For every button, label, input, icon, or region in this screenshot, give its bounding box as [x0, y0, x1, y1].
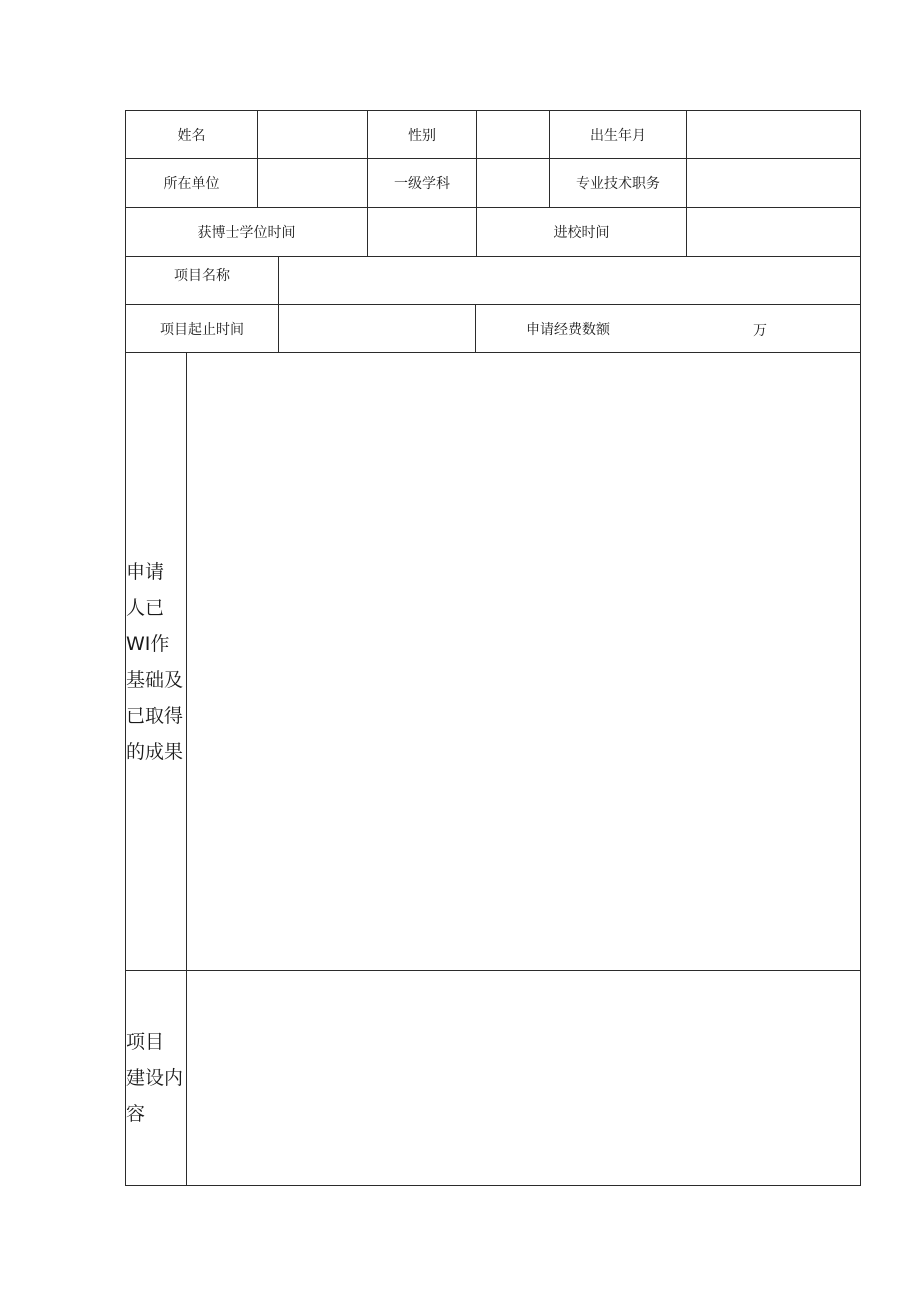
- construction-label: 项目 建设内 容: [126, 1031, 184, 1125]
- gender-label-cell: [367, 110, 477, 159]
- unit-label: 所在单位: [163, 176, 220, 192]
- project-name-input-cell[interactable]: [278, 256, 861, 305]
- achievements-label-cell: [125, 352, 187, 971]
- gender-input-cell[interactable]: [476, 110, 550, 159]
- project-name-label-cell: [125, 256, 279, 305]
- birth-input-cell[interactable]: [686, 110, 861, 159]
- project-name-label: 项目名称: [174, 268, 230, 284]
- achievements-label: 申请 人已 WI作 基础及 已取得 的成果: [126, 560, 184, 763]
- birth-label: 出生年月: [590, 127, 646, 144]
- join-time-label: 进校时间: [553, 225, 610, 241]
- period-label-cell: [125, 304, 279, 353]
- discipline-label-cell: [367, 158, 477, 208]
- join-time-input-cell[interactable]: [686, 207, 861, 257]
- achievements-content-cell[interactable]: [186, 352, 861, 971]
- funding-unit: 万: [753, 323, 767, 339]
- construction-content-cell[interactable]: [186, 970, 861, 1186]
- phd-time-label-cell: [125, 207, 368, 257]
- discipline-input-cell[interactable]: [476, 158, 550, 208]
- application-form-table: [125, 110, 861, 1186]
- funding-cell[interactable]: [475, 304, 861, 353]
- gender-label: 性别: [408, 127, 436, 144]
- title-label: 专业技术职务: [576, 176, 660, 192]
- name-input-cell[interactable]: [257, 110, 368, 159]
- phd-time-input-cell[interactable]: [367, 207, 477, 257]
- name-label: 姓名: [177, 127, 206, 144]
- join-time-label-cell: [476, 207, 687, 257]
- period-input-cell[interactable]: [278, 304, 476, 353]
- construction-label-cell: [125, 970, 187, 1186]
- funding-label: 申请经费数额: [526, 321, 610, 338]
- discipline-label: 一级学科: [394, 176, 450, 192]
- unit-label-cell: [125, 158, 258, 208]
- unit-input-cell[interactable]: [257, 158, 368, 208]
- birth-label-cell: [549, 110, 687, 159]
- title-input-cell[interactable]: [686, 158, 861, 208]
- phd-time-label: 获博士学位时间: [197, 225, 296, 241]
- name-label-cell: [125, 110, 258, 159]
- title-label-cell: [549, 158, 687, 208]
- period-label: 项目起止时间: [160, 321, 244, 338]
